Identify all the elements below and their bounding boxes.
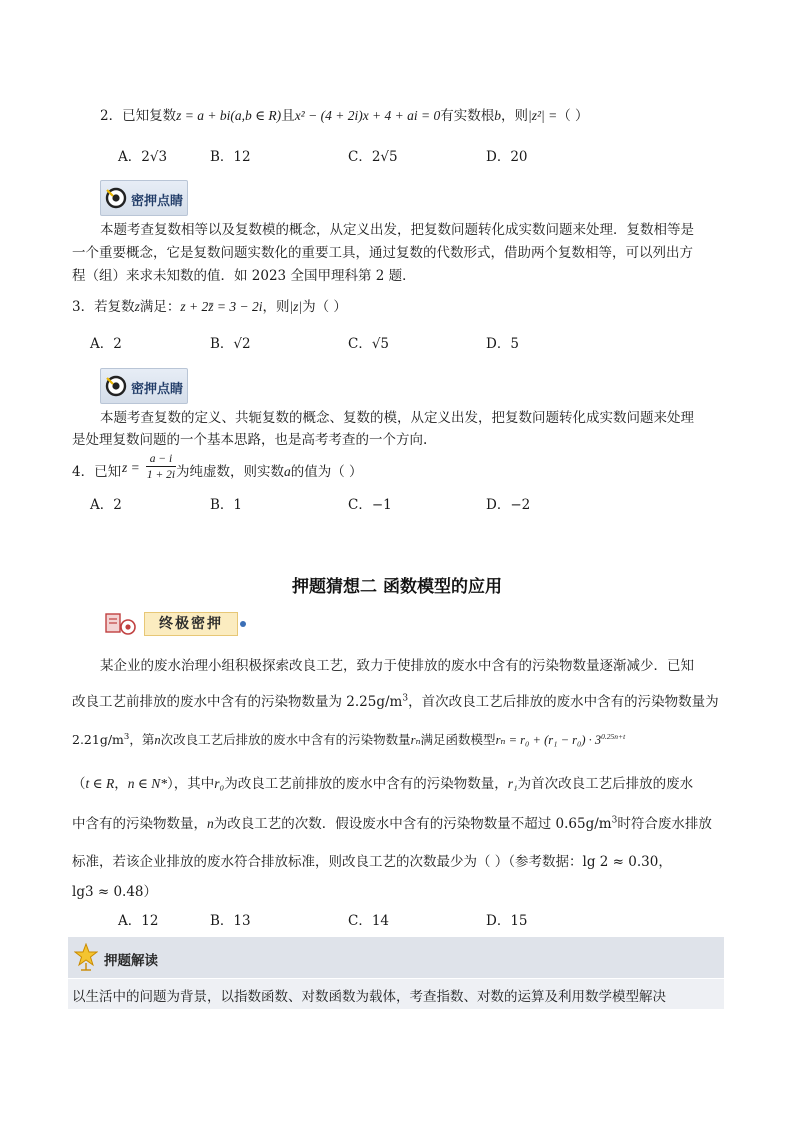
problem-l4e: ），其中 [167, 776, 215, 792]
q2-expr-eq: x² − (4 + 2i)x + 4 + ai = 0 [294, 108, 441, 123]
key-point-badge [100, 180, 188, 216]
problem-line2 [72, 690, 719, 710]
q2-stem-e: （ ） [557, 108, 589, 124]
problem-l2b: ，首次改良工艺后排放的废水中含有的污染物数量为 [408, 694, 719, 710]
q4-option-a[interactable]: A．2 [90, 497, 122, 513]
q4-stem-b [176, 460, 363, 480]
q2-stem [100, 104, 589, 124]
problem-l3a: 2.21g/m [72, 732, 124, 747]
ultimate-dot [240, 621, 246, 627]
target-icon [105, 375, 127, 397]
problem-l5d: 时符合废水排放 [617, 816, 712, 832]
key-point-badge-label: 密押点睛 [131, 194, 184, 209]
q4-fraction [146, 452, 176, 483]
q2-option-c[interactable]: C．2√5 [348, 149, 398, 165]
problem-option-d[interactable]: D．15 [486, 913, 528, 929]
analysis3-line2: 是处理复数问题的一个基本思路，也是高考考查的一个方向. [72, 432, 428, 448]
analysis2-line3: 程（组）来求未知数的值．如 2023 全国甲理科第 2 题． [72, 268, 416, 284]
problem-options [0, 911, 794, 931]
ultimate-label: 终极密押 [144, 612, 238, 636]
q4-stem-b-text: 为纯虚数，则实数 [176, 464, 284, 480]
q3-expr-mod: |z| [289, 299, 303, 314]
problem-l5b: n [207, 816, 214, 831]
key-point-badge-2-label: 密押点睛 [131, 382, 184, 397]
problem-l3-sup: 3 [123, 731, 130, 742]
q4-option-b[interactable]: B．1 [210, 497, 243, 513]
problem-line5 [72, 812, 712, 832]
q2-stem-d: ，则 [501, 108, 529, 124]
q3-option-a[interactable]: A．2 [90, 336, 122, 352]
section-title: 押题猜想二 函数模型的应用 [292, 577, 502, 597]
q2-expr-mod: |z²| = [528, 108, 558, 123]
q3-stem-b: 满足： [139, 299, 181, 315]
q2-option-a[interactable]: A．2√3 [118, 149, 168, 165]
problem-l3b: ，第 [129, 732, 155, 747]
problem-l4a: （ [72, 776, 86, 792]
q3-stem-a: 3．若复数 [72, 299, 135, 315]
interpret-header [68, 937, 724, 978]
q3-stem-c: ，则 [262, 299, 290, 315]
q3-options [0, 334, 794, 354]
q4-option-d[interactable]: D．−2 [486, 497, 531, 513]
problem-l4d: n ∈ N* [127, 776, 167, 791]
key-point-badge-2 [100, 368, 188, 404]
problem-l3e: rₙ [410, 733, 421, 747]
problem-option-c[interactable]: C．14 [348, 913, 390, 929]
q4-options [0, 495, 794, 515]
problem-line1: 某企业的废水治理小组积极探索改良工艺，致力于使排放的废水中含有的污染物数量逐渐减少．已知 [100, 658, 694, 674]
q4-fraction-den: 1 + 2i [146, 469, 176, 481]
q3-stem [72, 295, 347, 315]
problem-l3f: 满足函数模型 [420, 732, 496, 747]
q2-stem-a: 2．已知复数 [100, 108, 177, 124]
q4-expr-lhs: z = [122, 460, 140, 475]
interpret-text: 以生活中的问题为背景，以指数函数、对数函数为载体，考查指数、对数的运算及利用数学模型解决 [72, 989, 666, 1005]
q3-expr: z + 2z̄ = 3 − 2i [180, 299, 263, 314]
q3-stem-d: 为（ ） [302, 299, 347, 315]
q4-fraction-num: a − i [146, 452, 176, 467]
problem-l5a: 中含有的污染物数量， [72, 816, 207, 832]
book-target-icon [104, 610, 140, 638]
analysis3-line1: 本题考查复数的定义、共轭复数的概念、复数的模，从定义出发，把复数问题转化成实数问题来处理 [100, 410, 694, 426]
q3-var-z: z [134, 299, 140, 314]
q2-option-d[interactable]: D．20 [486, 149, 528, 165]
analysis2-line1: 本题考查复数相等以及复数模的概念，从定义出发，把复数问题转化成实数问题来处理．复数相等是 [100, 222, 694, 238]
problem-l4c: ， [114, 776, 128, 792]
problem-l5c: 为改良工艺的次数．假设废水中含有的污染物数量不超过 0.65g/m [213, 816, 612, 832]
problem-line3 [72, 730, 625, 748]
problem-l5-sup: 3 [611, 815, 618, 826]
problem-l4i: 为首次改良工艺后排放的废水 [517, 776, 694, 792]
problem-l2a: 改良工艺前排放的废水中含有的污染物数量为 2.25g/m [72, 694, 403, 710]
problem-line4 [72, 772, 693, 792]
interpret-body [68, 979, 724, 1009]
q2-stem-c: 有实数根 [440, 108, 495, 124]
problem-option-b[interactable]: B．13 [210, 913, 251, 929]
q2-options [0, 147, 794, 167]
target-icon [105, 187, 127, 209]
problem-l3g: rₙ = r₀ + (r₁ − r₀) · 3 [495, 733, 602, 747]
problem-option-a[interactable]: A．12 [118, 913, 159, 929]
problem-l3h: 0.25n+t [601, 731, 626, 741]
q3-option-c[interactable]: C．√5 [348, 336, 390, 352]
problem-line6: 标准，若该企业排放的废水符合排放标准，则改良工艺的次数最少为（ ）（参考数据：lg 2 ≈ 0.30， [72, 854, 672, 870]
problem-line7: lg3 ≈ 0.48） [72, 884, 158, 900]
problem-l4h: r₁ [507, 776, 518, 791]
problem-l4b: t ∈ R [85, 776, 115, 791]
problem-l3c: n [154, 733, 161, 747]
problem-l3d: 次改良工艺后排放的废水中含有的污染物数量 [160, 732, 411, 747]
q3-option-d[interactable]: D．5 [486, 336, 519, 352]
q2-var-b: b [494, 108, 502, 123]
q4-stem-a: 4．已知 [72, 464, 122, 480]
q3-option-b[interactable]: B．√2 [210, 336, 251, 352]
problem-l4f: r₀ [214, 776, 225, 791]
q2-stem-b: 且 [281, 108, 295, 124]
q2-expr-z: z = a + bi(a,b ∈ R) [176, 108, 282, 123]
q2-option-b[interactable]: B．12 [210, 149, 251, 165]
q4-option-c[interactable]: C．−1 [348, 497, 392, 513]
problem-l2-sup: 3 [402, 693, 409, 704]
star-icon [74, 943, 98, 971]
q4-var-a: a [284, 464, 291, 479]
q4-stem-c: 的值为（ ） [290, 464, 363, 480]
interpret-label: 押题解读 [104, 953, 158, 969]
analysis2-line2: 一个重要概念，它是复数问题实数化的重要工具，通过复数的代数形式，借助两个复数相等，可以列出方 [72, 245, 693, 261]
problem-l4g: 为改良工艺前排放的废水中含有的污染物数量， [224, 776, 508, 792]
